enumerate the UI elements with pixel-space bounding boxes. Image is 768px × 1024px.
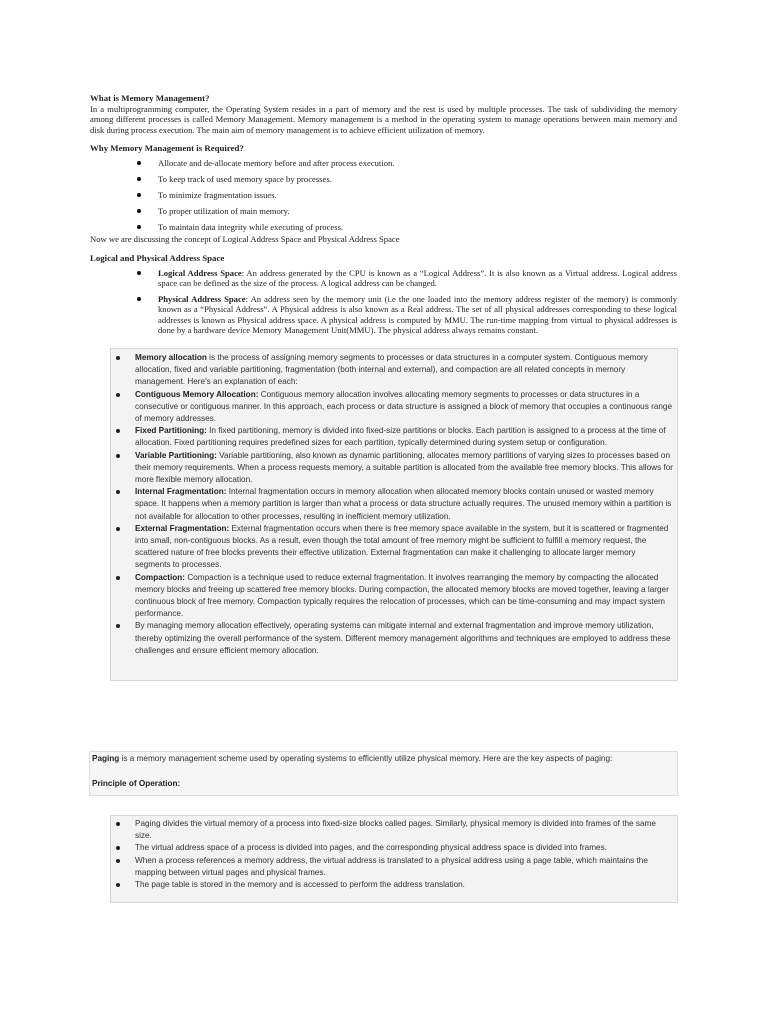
list-item: The virtual address space of a process is divided into pages, and the corresponding physical address space is divided into frames. bbox=[111, 842, 677, 854]
address-space-section bbox=[90, 253, 677, 264]
paging-list-panel bbox=[110, 815, 678, 903]
list-item: Logical Address Space: An address generated by the CPU is known as a “Logical Address”. It is also known as a Virtual address. Logical address space can be defined as the size of the process. A logical address can be changed. bbox=[137, 268, 677, 289]
bullet-icon bbox=[116, 429, 120, 433]
list-item: To minimize fragmentation issues. bbox=[137, 190, 677, 206]
transition-text: Now we are discussing the concept of Logical Address Space and Physical Address Space bbox=[90, 234, 400, 244]
bullet-icon bbox=[137, 271, 141, 275]
bullet-icon bbox=[137, 225, 141, 229]
bullet-icon bbox=[137, 297, 141, 301]
paging-intro-box bbox=[89, 751, 678, 796]
bullet-icon bbox=[137, 177, 141, 181]
bullet-icon bbox=[116, 393, 120, 397]
bullet-icon bbox=[116, 883, 120, 887]
list-item: When a process references a memory address, the virtual address is translated to a physical address using a page table, which maintains the mapping between virtual pages and physical frames. bbox=[111, 855, 677, 879]
address-space-list bbox=[137, 268, 677, 335]
memory-management-section bbox=[90, 93, 677, 135]
list-item: Memory allocation is the process of assigning memory segments to processes or data structures in a computer system. Contiguous memory allocation, fixed and variable partitioning, fragmentation (both internal and external), and compaction are all related concepts in memory management. Here's an explanation of each: bbox=[111, 352, 677, 389]
list-item: To proper utilization of main memory. bbox=[137, 206, 677, 222]
list-item: External Fragmentation: External fragmentation occurs when there is free memory space available in the system, but it is scattered or fragmented into small, non-contiguous blocks. As a result, even though the total amount of free memory might be sufficient to fulfill a memory request, the scattered nature of free blocks prevents their effective utilization. External fragmentation can make it challenging to allocate larger memory segments to processes. bbox=[111, 523, 677, 572]
bullet-icon bbox=[116, 527, 120, 531]
bullet-icon bbox=[137, 161, 141, 165]
bullet-icon bbox=[137, 209, 141, 213]
bullet-icon bbox=[116, 822, 120, 826]
bullet-icon bbox=[137, 193, 141, 197]
list-item: Allocate and de-allocate memory before and after process execution. bbox=[137, 158, 677, 174]
list-item: Paging divides the virtual memory of a process into fixed-size blocks called pages. Similarly, physical memory is divided into frames of the same size. bbox=[111, 818, 677, 842]
list-item: To keep track of used memory space by processes. bbox=[137, 174, 677, 190]
list-item: Compaction: Compaction is a technique used to reduce external fragmentation. It involves rearranging the memory by compacting the allocated memory blocks and freeing up scattered free memory blocks. During compaction, the allocated memory blocks are moved together, leaving a larger continuous block of free memory. Compaction typically requires the relocation of processes, which can be time-consuming and may impact system performance. bbox=[111, 572, 677, 621]
section-heading: Why Memory Management is Required? bbox=[90, 143, 244, 153]
bullet-icon bbox=[116, 624, 120, 628]
section-paragraph: In a multiprogramming computer, the Operating System resides in a part of memory and the rest is used by multiple processes. The task of subdividing the memory among different processes is called Memory Management. Memory management is a method in the operating system to manage operations between main memory and disk during process execution. The main aim of memory management is to achieve efficient utilization of memory. bbox=[90, 104, 677, 135]
bullet-icon bbox=[116, 846, 120, 850]
paging-intro: Paging is a memory management scheme used by operating systems to efficiently utilize physical memory. Here are the key aspects of paging: bbox=[92, 754, 613, 763]
list-item: The page table is stored in the memory and is accessed to perform the address translation. bbox=[111, 879, 677, 891]
memory-allocation-panel bbox=[110, 348, 678, 681]
bullet-icon bbox=[116, 859, 120, 863]
list-item: By managing memory allocation effectively, operating systems can mitigate internal and external fragmentation and improve memory utilization, thereby optimizing the overall performance of the system. Different memory management algorithms and techniques are employed to address these challenges and ensure efficient memory allocation. bbox=[111, 620, 677, 657]
bullet-icon bbox=[116, 490, 120, 494]
bullet-icon bbox=[116, 576, 120, 580]
bullet-icon bbox=[116, 356, 120, 360]
list-item: Internal Fragmentation: Internal fragmentation occurs in memory allocation when allocated memory blocks contain unused or wasted memory space. It happens when a memory partition is larger than what a process or data structure actually requires. The unused memory within a partition is not available for allocation to other processes, resulting in inefficient memory utilization. bbox=[111, 486, 677, 523]
list-item: Fixed Partitioning: In fixed partitioning, memory is divided into fixed-size partitions or blocks. Each partition is assigned to a process at the time of allocation. Fixed partitioning requires predefined sizes for each partition, typically determined during system setup or configuration. bbox=[111, 425, 677, 449]
list-item: Variable Partitioning: Variable partitioning, also known as dynamic partitioning, allocates memory partitions of varying sizes to processes based on their memory requirements. When a process requests memory, a suitable partition is allocated from the available free memory blocks. This allows for more flexible memory allocation. bbox=[111, 450, 677, 487]
list-item: To maintain data integrity while executing of process. bbox=[137, 222, 677, 234]
list-item: Contiguous Memory Allocation: Contiguous memory allocation involves allocating memory segments to processes or data structures in a consecutive or contiguous manner. In this approach, each process or data structure is assigned a block of memory that occupies a continuous range of memory addresses. bbox=[111, 389, 677, 426]
why-required-list bbox=[137, 158, 677, 234]
section-heading: What is Memory Management? bbox=[90, 93, 210, 103]
section-heading: Logical and Physical Address Space bbox=[90, 253, 225, 263]
principle-heading: Principle of Operation: bbox=[92, 779, 181, 789]
bullet-icon bbox=[116, 454, 120, 458]
why-required-section bbox=[90, 143, 677, 154]
list-item: Physical Address Space: An address seen by the memory unit (i.e the one loaded into the memory address register of the memory) is commonly known as a “Physical Address”. A Physical address is also known as a Real address. The set of all physical addresses corresponding to these logical addresses is known as Physical address space. A physical address is computed by MMU. The run-time mapping from virtual to physical addresses is done by a hardware device Memory Management Unit(MMU). The physical address always remains constant. bbox=[137, 294, 677, 336]
